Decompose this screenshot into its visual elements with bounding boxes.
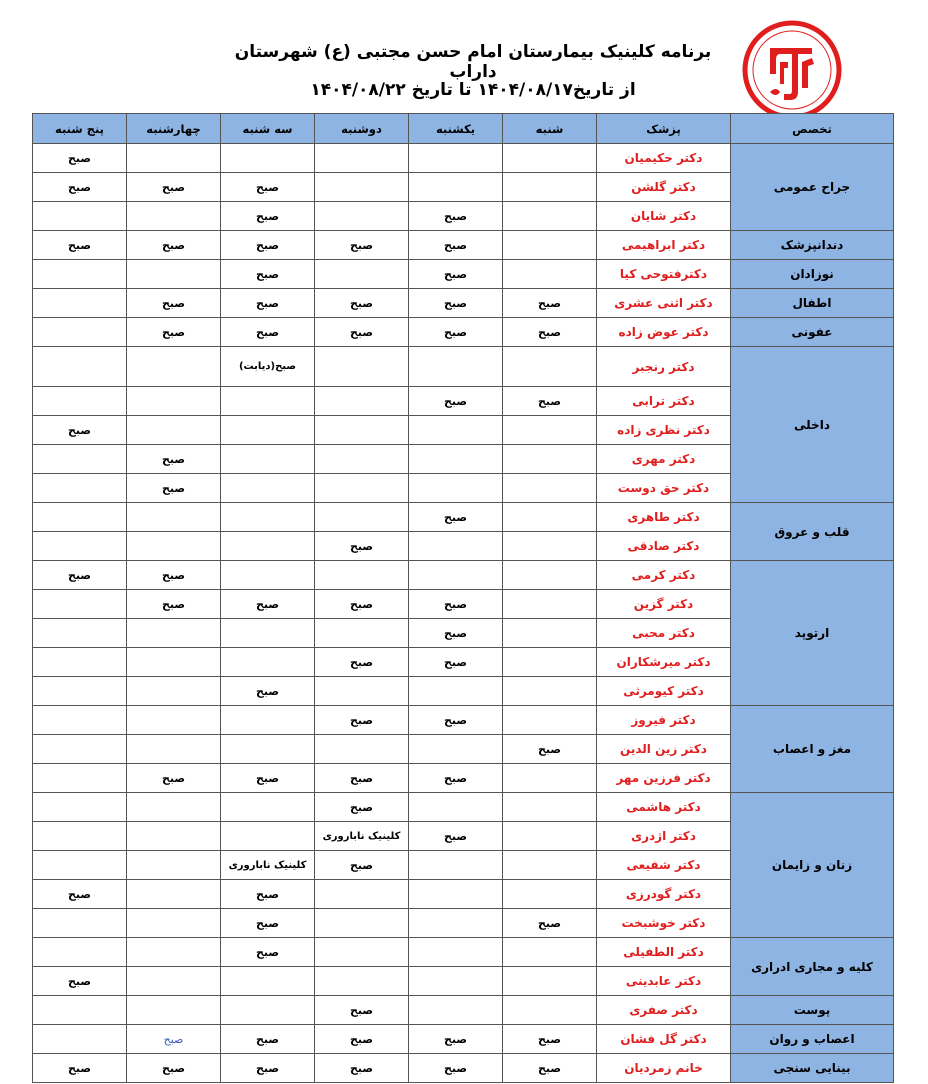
schedule-cell-tuesday: صبح — [221, 909, 315, 938]
schedule-cell-thursday — [33, 503, 127, 532]
schedule-cell-monday: صبح — [315, 851, 409, 880]
table-body — [33, 144, 894, 1083]
schedule-cell-wednesday — [127, 619, 221, 648]
doctor-name-cell: دکتر گل فشان — [597, 1025, 731, 1054]
schedule-cell-thursday — [33, 202, 127, 231]
schedule-cell-thursday — [33, 347, 127, 387]
specialty-cell: دندانپزشک — [731, 231, 894, 260]
table-row — [33, 318, 894, 347]
schedule-cell-sunday — [409, 561, 503, 590]
doctor-name-cell: دکتر کرمی — [597, 561, 731, 590]
schedule-cell-wednesday: صبح — [127, 1054, 221, 1083]
clinic-schedule-table — [32, 113, 894, 1083]
schedule-cell-wednesday — [127, 416, 221, 445]
schedule-cell-sunday: صبح — [409, 503, 503, 532]
schedule-cell-thursday: صبح — [33, 561, 127, 590]
schedule-cell-thursday — [33, 1025, 127, 1054]
doctor-name-cell: دکتر گزین — [597, 590, 731, 619]
doctor-name-cell: دکتر ترابی — [597, 387, 731, 416]
specialty-cell: کلیه و مجاری ادراری — [731, 938, 894, 996]
table-header-row — [33, 114, 894, 144]
table-row — [33, 503, 894, 532]
table-row — [33, 347, 894, 387]
schedule-cell-monday — [315, 416, 409, 445]
schedule-cell-saturday — [503, 416, 597, 445]
table-row — [33, 144, 894, 173]
schedule-cell-tuesday: صبح — [221, 318, 315, 347]
schedule-cell-monday: صبح — [315, 532, 409, 561]
schedule-cell-monday — [315, 347, 409, 387]
schedule-cell-wednesday — [127, 202, 221, 231]
schedule-cell-thursday — [33, 474, 127, 503]
doctor-name-cell: دکتر محبی — [597, 619, 731, 648]
schedule-cell-thursday — [33, 260, 127, 289]
specialty-cell: اعصاب و روان — [731, 1025, 894, 1054]
schedule-cell-wednesday: صبح — [127, 173, 221, 202]
schedule-cell-saturday — [503, 706, 597, 735]
schedule-cell-sunday — [409, 967, 503, 996]
schedule-cell-sunday: صبح — [409, 202, 503, 231]
schedule-cell-thursday — [33, 851, 127, 880]
table-row — [33, 260, 894, 289]
schedule-cell-thursday — [33, 445, 127, 474]
schedule-cell-monday — [315, 735, 409, 764]
schedule-cell-thursday — [33, 619, 127, 648]
schedule-cell-monday — [315, 474, 409, 503]
specialty-cell: عفونی — [731, 318, 894, 347]
schedule-cell-sunday — [409, 938, 503, 967]
schedule-cell-sunday: صبح — [409, 231, 503, 260]
specialty-cell: زنان و زایمان — [731, 793, 894, 938]
specialty-cell: داخلی — [731, 347, 894, 503]
table-row — [33, 938, 894, 967]
schedule-cell-monday — [315, 503, 409, 532]
specialty-cell: بینایی سنجی — [731, 1054, 894, 1083]
doctor-name-cell: دکتر اژدری — [597, 822, 731, 851]
doctor-name-cell: دکتر زین الدین — [597, 735, 731, 764]
schedule-cell-monday — [315, 387, 409, 416]
schedule-cell-monday: صبح — [315, 318, 409, 347]
schedule-cell-wednesday — [127, 909, 221, 938]
schedule-cell-monday — [315, 561, 409, 590]
schedule-cell-saturday — [503, 996, 597, 1025]
column-header-specialty: تخصص — [731, 114, 894, 144]
doctor-name-cell: دکتر کیومرثی — [597, 677, 731, 706]
schedule-cell-monday — [315, 260, 409, 289]
schedule-cell-tuesday — [221, 445, 315, 474]
specialty-cell: اطفال — [731, 289, 894, 318]
schedule-cell-monday: کلینیک ناباروری — [315, 822, 409, 851]
schedule-cell-saturday: صبح — [503, 387, 597, 416]
schedule-cell-tuesday — [221, 474, 315, 503]
schedule-cell-wednesday — [127, 793, 221, 822]
schedule-cell-thursday: صبح — [33, 173, 127, 202]
schedule-cell-monday: صبح — [315, 590, 409, 619]
schedule-cell-wednesday — [127, 347, 221, 387]
schedule-cell-tuesday: صبح — [221, 677, 315, 706]
schedule-cell-sunday: صبح — [409, 260, 503, 289]
schedule-cell-saturday — [503, 590, 597, 619]
schedule-cell-sunday: صبح — [409, 619, 503, 648]
schedule-cell-thursday — [33, 909, 127, 938]
schedule-cell-monday — [315, 619, 409, 648]
schedule-cell-monday: صبح — [315, 996, 409, 1025]
schedule-cell-wednesday — [127, 503, 221, 532]
schedule-cell-saturday — [503, 173, 597, 202]
table-row — [33, 1025, 894, 1054]
schedule-cell-wednesday — [127, 144, 221, 173]
schedule-cell-sunday: صبح — [409, 822, 503, 851]
schedule-cell-wednesday: صبح — [127, 445, 221, 474]
schedule-cell-saturday — [503, 880, 597, 909]
doctor-name-cell: دکتر گودرزی — [597, 880, 731, 909]
schedule-cell-tuesday: صبح — [221, 764, 315, 793]
schedule-cell-thursday — [33, 735, 127, 764]
schedule-cell-tuesday — [221, 503, 315, 532]
schedule-cell-tuesday: صبح — [221, 1025, 315, 1054]
doctor-name-cell: دکتر ابراهیمی — [597, 231, 731, 260]
doctor-name-cell: دکتر مهری — [597, 445, 731, 474]
schedule-cell-saturday — [503, 202, 597, 231]
doctor-name-cell: دکتر صادقی — [597, 532, 731, 561]
schedule-cell-tuesday: صبح — [221, 260, 315, 289]
schedule-cell-sunday — [409, 793, 503, 822]
schedule-cell-monday — [315, 938, 409, 967]
schedule-cell-saturday — [503, 677, 597, 706]
schedule-cell-tuesday — [221, 387, 315, 416]
schedule-cell-monday: صبح — [315, 1025, 409, 1054]
schedule-cell-saturday — [503, 967, 597, 996]
schedule-cell-tuesday: صبح — [221, 173, 315, 202]
schedule-cell-sunday — [409, 532, 503, 561]
schedule-cell-tuesday — [221, 822, 315, 851]
schedule-cell-thursday: صبح — [33, 1054, 127, 1083]
column-header-doctor: پزشک — [597, 114, 731, 144]
column-header-sunday: یکشنبه — [409, 114, 503, 144]
schedule-cell-monday: صبح — [315, 764, 409, 793]
table-row — [33, 231, 894, 260]
schedule-cell-monday — [315, 967, 409, 996]
schedule-cell-tuesday — [221, 532, 315, 561]
schedule-cell-wednesday: صبح — [127, 1025, 221, 1054]
specialty-cell: ارتوپد — [731, 561, 894, 706]
doctor-name-cell: دکتر حکیمیان — [597, 144, 731, 173]
schedule-cell-wednesday: صبح — [127, 231, 221, 260]
schedule-cell-sunday: صبح — [409, 764, 503, 793]
schedule-cell-tuesday: صبح — [221, 938, 315, 967]
schedule-cell-tuesday: صبح — [221, 289, 315, 318]
schedule-cell-wednesday — [127, 260, 221, 289]
schedule-cell-wednesday: صبح — [127, 474, 221, 503]
schedule-cell-thursday — [33, 996, 127, 1025]
schedule-cell-thursday — [33, 793, 127, 822]
table-row — [33, 996, 894, 1025]
schedule-cell-tuesday — [221, 416, 315, 445]
schedule-cell-sunday — [409, 851, 503, 880]
schedule-cell-thursday: صبح — [33, 880, 127, 909]
schedule-cell-monday — [315, 677, 409, 706]
schedule-cell-sunday — [409, 173, 503, 202]
column-header-tuesday: سه شنبه — [221, 114, 315, 144]
schedule-cell-saturday: صبح — [503, 289, 597, 318]
schedule-cell-tuesday — [221, 561, 315, 590]
schedule-cell-wednesday — [127, 938, 221, 967]
schedule-cell-tuesday: صبح — [221, 590, 315, 619]
doctor-name-cell: دکتر هاشمی — [597, 793, 731, 822]
schedule-cell-sunday — [409, 880, 503, 909]
schedule-cell-saturday — [503, 648, 597, 677]
table-row — [33, 793, 894, 822]
schedule-cell-saturday — [503, 474, 597, 503]
doctor-name-cell: دکتر نظری زاده — [597, 416, 731, 445]
schedule-cell-sunday — [409, 677, 503, 706]
schedule-cell-sunday: صبح — [409, 318, 503, 347]
schedule-cell-thursday — [33, 289, 127, 318]
doctor-name-cell: دکتر عوض زاده — [597, 318, 731, 347]
schedule-cell-saturday — [503, 851, 597, 880]
column-header-monday: دوشنبه — [315, 114, 409, 144]
page-header — [0, 0, 928, 112]
schedule-cell-tuesday — [221, 144, 315, 173]
doctor-name-cell: دکتر گلشن — [597, 173, 731, 202]
schedule-cell-saturday: صبح — [503, 1054, 597, 1083]
schedule-cell-thursday — [33, 822, 127, 851]
schedule-cell-saturday: صبح — [503, 1025, 597, 1054]
schedule-cell-thursday — [33, 706, 127, 735]
schedule-cell-saturday — [503, 231, 597, 260]
schedule-cell-thursday — [33, 938, 127, 967]
doctor-name-cell: دکتر الطفیلی — [597, 938, 731, 967]
schedule-cell-monday: صبح — [315, 231, 409, 260]
table-row — [33, 1054, 894, 1083]
schedule-cell-wednesday: صبح — [127, 764, 221, 793]
schedule-cell-wednesday: صبح — [127, 318, 221, 347]
schedule-cell-saturday — [503, 764, 597, 793]
doctor-name-cell: دکتر شفیعی — [597, 851, 731, 880]
schedule-cell-sunday — [409, 909, 503, 938]
schedule-cell-tuesday — [221, 996, 315, 1025]
schedule-cell-thursday: صبح — [33, 144, 127, 173]
schedule-cell-saturday — [503, 938, 597, 967]
schedule-cell-wednesday — [127, 532, 221, 561]
schedule-cell-sunday: صبح — [409, 387, 503, 416]
schedule-cell-wednesday — [127, 967, 221, 996]
specialty-cell: مغز و اعصاب — [731, 706, 894, 793]
schedule-cell-tuesday: صبح — [221, 1054, 315, 1083]
schedule-cell-thursday — [33, 532, 127, 561]
schedule-cell-sunday — [409, 416, 503, 445]
doctor-name-cell: دکتر حق دوست — [597, 474, 731, 503]
schedule-cell-saturday — [503, 561, 597, 590]
doctor-name-cell: دکتر فرزین مهر — [597, 764, 731, 793]
schedule-cell-thursday — [33, 590, 127, 619]
schedule-cell-wednesday — [127, 822, 221, 851]
schedule-cell-wednesday — [127, 735, 221, 764]
doctor-name-cell: دکتر رنجبر — [597, 347, 731, 387]
column-header-saturday: شنبه — [503, 114, 597, 144]
table-row — [33, 561, 894, 590]
doctor-name-cell: دکتر فیروز — [597, 706, 731, 735]
schedule-cell-thursday — [33, 648, 127, 677]
schedule-cell-tuesday: صبح — [221, 880, 315, 909]
schedule-cell-tuesday — [221, 648, 315, 677]
doctor-name-cell: دکتر شایان — [597, 202, 731, 231]
schedule-cell-wednesday: صبح — [127, 561, 221, 590]
schedule-cell-sunday: صبح — [409, 289, 503, 318]
schedule-cell-sunday — [409, 144, 503, 173]
doctor-name-cell: خانم زمردیان — [597, 1054, 731, 1083]
doctor-name-cell: دکتر اثنی عشری — [597, 289, 731, 318]
schedule-cell-wednesday — [127, 880, 221, 909]
schedule-cell-sunday — [409, 347, 503, 387]
doctor-name-cell: دکتر طاهری — [597, 503, 731, 532]
schedule-cell-thursday — [33, 677, 127, 706]
table-row — [33, 706, 894, 735]
schedule-cell-wednesday — [127, 387, 221, 416]
schedule-cell-saturday: صبح — [503, 318, 597, 347]
schedule-cell-wednesday — [127, 706, 221, 735]
schedule-cell-sunday: صبح — [409, 590, 503, 619]
schedule-cell-monday: صبح — [315, 289, 409, 318]
specialty-cell: نوزادان — [731, 260, 894, 289]
schedule-cell-tuesday — [221, 619, 315, 648]
schedule-cell-monday — [315, 202, 409, 231]
schedule-cell-monday — [315, 880, 409, 909]
specialty-cell: قلب و عروق — [731, 503, 894, 561]
schedule-cell-sunday — [409, 735, 503, 764]
schedule-cell-saturday: صبح — [503, 735, 597, 764]
schedule-cell-sunday — [409, 474, 503, 503]
doctor-name-cell: دکتر خوشبخت — [597, 909, 731, 938]
schedule-cell-tuesday — [221, 967, 315, 996]
schedule-cell-tuesday — [221, 706, 315, 735]
doctor-name-cell: دکتر عابدینی — [597, 967, 731, 996]
schedule-cell-monday: صبح — [315, 648, 409, 677]
schedule-cell-thursday — [33, 387, 127, 416]
hospital-logo — [740, 18, 844, 122]
schedule-cell-saturday: صبح — [503, 909, 597, 938]
schedule-cell-saturday — [503, 532, 597, 561]
schedule-cell-saturday — [503, 503, 597, 532]
page-title: برنامه کلینیک بیمارستان امام حسن مجتبی (ع) شهرستان داراب — [234, 42, 712, 82]
specialty-cell: پوست — [731, 996, 894, 1025]
schedule-cell-sunday — [409, 445, 503, 474]
schedule-cell-sunday: صبح — [409, 706, 503, 735]
schedule-cell-sunday: صبح — [409, 648, 503, 677]
specialty-cell: جراح عمومی — [731, 144, 894, 231]
schedule-cell-tuesday: صبح — [221, 202, 315, 231]
schedule-cell-tuesday: صبح — [221, 231, 315, 260]
schedule-cell-tuesday: کلینیک ناباروری — [221, 851, 315, 880]
schedule-cell-tuesday — [221, 793, 315, 822]
schedule-cell-saturday — [503, 144, 597, 173]
schedule-cell-wednesday: صبح — [127, 289, 221, 318]
schedule-cell-sunday: صبح — [409, 1054, 503, 1083]
column-header-thursday: پنج شنبه — [33, 114, 127, 144]
schedule-cell-wednesday — [127, 996, 221, 1025]
schedule-cell-monday: صبح — [315, 793, 409, 822]
column-header-wednesday: چهارشنبه — [127, 114, 221, 144]
schedule-cell-thursday: صبح — [33, 231, 127, 260]
schedule-cell-thursday — [33, 318, 127, 347]
schedule-cell-monday — [315, 445, 409, 474]
schedule-cell-saturday — [503, 822, 597, 851]
schedule-cell-saturday — [503, 445, 597, 474]
schedule-cell-tuesday — [221, 735, 315, 764]
schedule-cell-wednesday — [127, 648, 221, 677]
doctor-name-cell: دکتر صفری — [597, 996, 731, 1025]
schedule-cell-thursday: صبح — [33, 967, 127, 996]
schedule-cell-thursday: صبح — [33, 416, 127, 445]
schedule-cell-wednesday — [127, 851, 221, 880]
schedule-cell-wednesday: صبح — [127, 590, 221, 619]
schedule-cell-thursday — [33, 764, 127, 793]
schedule-cell-sunday — [409, 996, 503, 1025]
schedule-cell-saturday — [503, 793, 597, 822]
date-range: از تاریخ۱۴۰۴/۰۸/۱۷ تا تاریخ ۱۴۰۴/۰۸/۲۲ — [310, 80, 636, 100]
schedule-cell-saturday — [503, 347, 597, 387]
schedule-cell-monday — [315, 144, 409, 173]
table-row — [33, 289, 894, 318]
schedule-cell-saturday — [503, 619, 597, 648]
schedule-cell-monday — [315, 173, 409, 202]
schedule-cell-wednesday — [127, 677, 221, 706]
doctor-name-cell: دکتر میرشکاران — [597, 648, 731, 677]
schedule-cell-tuesday: صبح(دیابت) — [221, 347, 315, 387]
schedule-cell-monday: صبح — [315, 706, 409, 735]
schedule-cell-monday — [315, 909, 409, 938]
schedule-cell-saturday — [503, 260, 597, 289]
schedule-cell-monday: صبح — [315, 1054, 409, 1083]
schedule-cell-sunday: صبح — [409, 1025, 503, 1054]
doctor-name-cell: دکترفتوحی کیا — [597, 260, 731, 289]
